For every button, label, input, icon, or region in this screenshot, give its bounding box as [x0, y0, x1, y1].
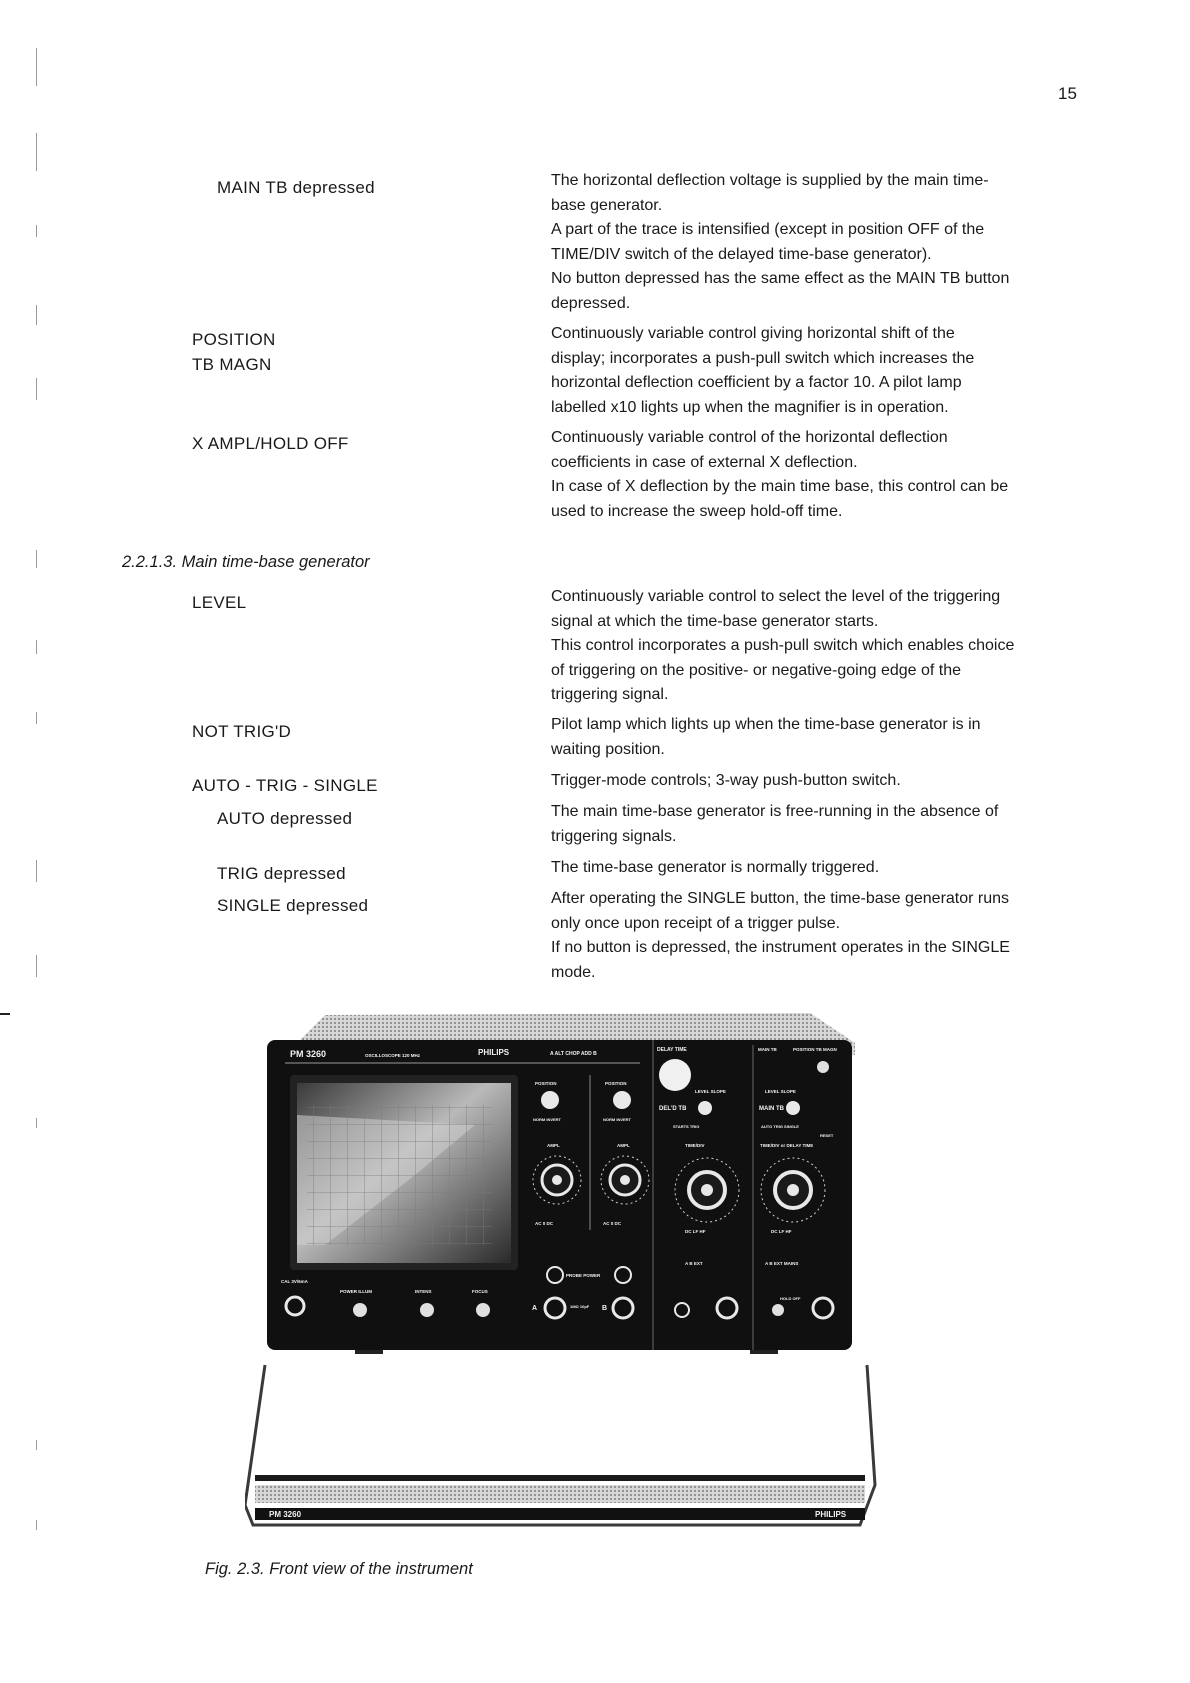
level-slope-del-label: LEVEL SLOPE [695, 1089, 726, 1094]
bottom-halftone [255, 1485, 865, 1503]
margin-mark [36, 550, 37, 568]
oscilloscope-illustration [245, 1005, 965, 1545]
coupling-del-label: DC LF HF [685, 1229, 706, 1234]
margin-mark [36, 860, 37, 882]
position-a-label: POSITION [535, 1081, 557, 1086]
desc-line: In case of X deflection by the main time base, this control can be [551, 478, 1009, 495]
desc-x-ampl-hold-off [551, 426, 1091, 524]
desc-line: No button depressed has the same effect as the MAIN TB button [551, 270, 1010, 287]
del-tb-label: DEL'D TB [659, 1106, 687, 1112]
brand-label: PHILIPS [478, 1048, 510, 1057]
margin-mark [36, 640, 37, 654]
bottom-model-label: PM 3260 [269, 1510, 302, 1519]
level-slope-main-label: LEVEL SLOPE [765, 1089, 796, 1094]
desc-line: Continuously variable control giving horizontal shift of the [551, 325, 955, 342]
desc-auto-trig-single [551, 769, 1091, 794]
hold-off-label: HOLD OFF [780, 1296, 801, 1301]
channel-mode-label: A ALT CHOP ADD B [550, 1051, 597, 1057]
term-x-ampl-hold-off: X AMPL/HOLD OFF [192, 434, 349, 453]
main-tb-label: MAIN TB [759, 1106, 784, 1112]
time-div-label: TIME/DIV [685, 1143, 705, 1148]
position-tb-label: POSITION TB MAGN [793, 1047, 837, 1052]
page-number: 15 [1058, 84, 1077, 103]
desc-line: This control incorporates a push-pull switch which enables choice [551, 637, 1015, 654]
term-auto-depressed: AUTO depressed [217, 809, 353, 828]
term-single-depressed: SINGLE depressed [217, 896, 369, 915]
del-level-knob[interactable] [698, 1101, 712, 1115]
margin-mark [36, 48, 37, 86]
position-tb-knob[interactable] [817, 1061, 829, 1073]
bottom-strip [255, 1508, 865, 1520]
graticule [307, 1105, 492, 1245]
desc-line: If no button is depressed, the instrument operates in the SINGLE [551, 939, 1010, 956]
norm-invert-b-label: NORM INVERT [603, 1117, 631, 1122]
desc-main-tb-depressed [551, 169, 1091, 316]
coupling-main-label: DC LF HF [771, 1229, 792, 1234]
margin-mark [36, 1440, 37, 1450]
intens-knob[interactable] [420, 1303, 434, 1317]
desc-line: A part of the trace is intensified (except in position OFF of the [551, 221, 985, 238]
desc-position-tb-magn [551, 322, 1091, 420]
term-position: POSITION [192, 330, 276, 349]
margin-mark [36, 305, 37, 325]
desc-line: triggering signal. [551, 686, 669, 703]
focus-label: FOCUS [472, 1289, 488, 1294]
position-a-knob[interactable] [541, 1091, 559, 1109]
focus-knob[interactable] [476, 1303, 490, 1317]
subtitle-label: OSCILLOSCOPE 120 MHz [365, 1053, 421, 1058]
power-illum-label: POWER ILLUM [340, 1289, 372, 1294]
position-b-label: POSITION [605, 1081, 627, 1086]
desc-line: of triggering on the positive- or negative-going edge of the [551, 661, 962, 679]
input-b-label: B [602, 1305, 608, 1312]
desc-line: horizontal deflection coefficient by a factor 10. A pilot lamp [551, 374, 962, 391]
desc-level [551, 585, 1091, 708]
desc-line: triggering signals. [551, 827, 677, 845]
desc-line: Continuously variable control to select the level of the triggering [551, 588, 1001, 605]
desc-line: display; incorporates a push-pull switch which increases the [551, 349, 975, 367]
margin-mark [36, 955, 37, 977]
probe-power-label: PROBE POWER [566, 1273, 601, 1278]
cal-label: CAL 3V/6mA [281, 1279, 308, 1284]
term-auto-trig-single: AUTO - TRIG - SINGLE [192, 776, 378, 795]
coupling-b-label: AC 0 DC [603, 1221, 622, 1226]
instrument-photo [245, 1005, 965, 1545]
desc-line: After operating the SINGLE button, the time-base generator runs [551, 890, 1010, 907]
norm-invert-a-label: NORM INVERT [533, 1117, 561, 1122]
desc-line: signal at which the time-base generator starts. [551, 612, 879, 630]
margin-mark [36, 1118, 37, 1128]
main-tb-top-label: MAIN TB [758, 1047, 777, 1052]
delay-time-label: DELAY TIME [657, 1047, 687, 1053]
time-div-delay-label: TIME/DIV or DELAY TIME [760, 1143, 814, 1148]
desc-line: depressed. [551, 294, 631, 312]
ampl-b-label: AMPL [617, 1143, 630, 1148]
desc-line: only once upon receipt of a trigger pulse. [551, 914, 841, 932]
term-tb-magn: TB MAGN [192, 355, 272, 374]
margin-mark [36, 1520, 37, 1530]
source-del-label: A B EXT [685, 1261, 703, 1266]
desc-line: TIME/DIV switch of the delayed time-base generator). [551, 245, 932, 263]
desc-line: base generator. [551, 196, 663, 214]
intens-label: INTENS [415, 1289, 432, 1294]
desc-line: waiting position. [551, 740, 665, 758]
input-a-rating: 1MΩ 10pF [570, 1304, 590, 1309]
power-illum-knob[interactable] [353, 1303, 367, 1317]
hold-off-knob[interactable] [772, 1304, 784, 1316]
source-main-label: A B EXT MAINS [765, 1261, 799, 1266]
auto-trig-single-label: AUTO TRIG SINGLE [761, 1124, 799, 1129]
term-not-trigd: NOT TRIG'D [192, 722, 292, 741]
desc-not-trigd [551, 713, 1091, 762]
margin-mark [36, 133, 37, 171]
term-level: LEVEL [192, 593, 247, 612]
desc-auto-depressed [551, 800, 1091, 849]
margin-dash [0, 1013, 10, 1015]
delay-time-knob[interactable] [659, 1059, 691, 1091]
term-main-tb-depressed: MAIN TB depressed [217, 178, 375, 197]
desc-line: labelled x10 lights up when the magnifier is in operation. [551, 398, 949, 416]
desc-line: The main time-base generator is free-running in the absence of [551, 803, 999, 820]
ampl-a-label: AMPL [547, 1143, 560, 1148]
desc-line: The time-base generator is normally triggered. [551, 859, 880, 876]
margin-mark [36, 378, 37, 400]
reset-label: RESET [820, 1133, 834, 1138]
term-trig-depressed: TRIG depressed [217, 864, 346, 883]
input-a-label: A [532, 1305, 538, 1312]
coupling-a-label: AC 0 DC [535, 1221, 554, 1226]
starts-trig-label: STARTS TRIG [673, 1124, 700, 1129]
desc-line: mode. [551, 963, 596, 981]
desc-trig-depressed [551, 856, 1091, 881]
desc-single-depressed [551, 887, 1091, 985]
desc-line: Continuously variable control of the horizontal deflection [551, 429, 948, 446]
position-b-knob[interactable] [613, 1091, 631, 1109]
desc-line: used to increase the sweep hold-off time. [551, 502, 843, 520]
main-level-knob[interactable] [786, 1101, 800, 1115]
bottom-brand-label: PHILIPS [815, 1510, 847, 1519]
margin-mark [36, 225, 37, 237]
margin-mark [36, 712, 37, 724]
section-heading: 2.2.1.3. Main time-base generator [122, 553, 370, 571]
model-label: PM 3260 [290, 1049, 327, 1059]
figure-caption: Fig. 2.3. Front view of the instrument [205, 1560, 473, 1578]
desc-line: coefficients in case of external X deflection. [551, 453, 858, 471]
desc-line: Trigger-mode controls; 3-way push-button switch. [551, 772, 901, 789]
desc-line: The horizontal deflection voltage is supplied by the main time- [551, 172, 989, 189]
desc-line: Pilot lamp which lights up when the time-base generator is in [551, 716, 981, 733]
